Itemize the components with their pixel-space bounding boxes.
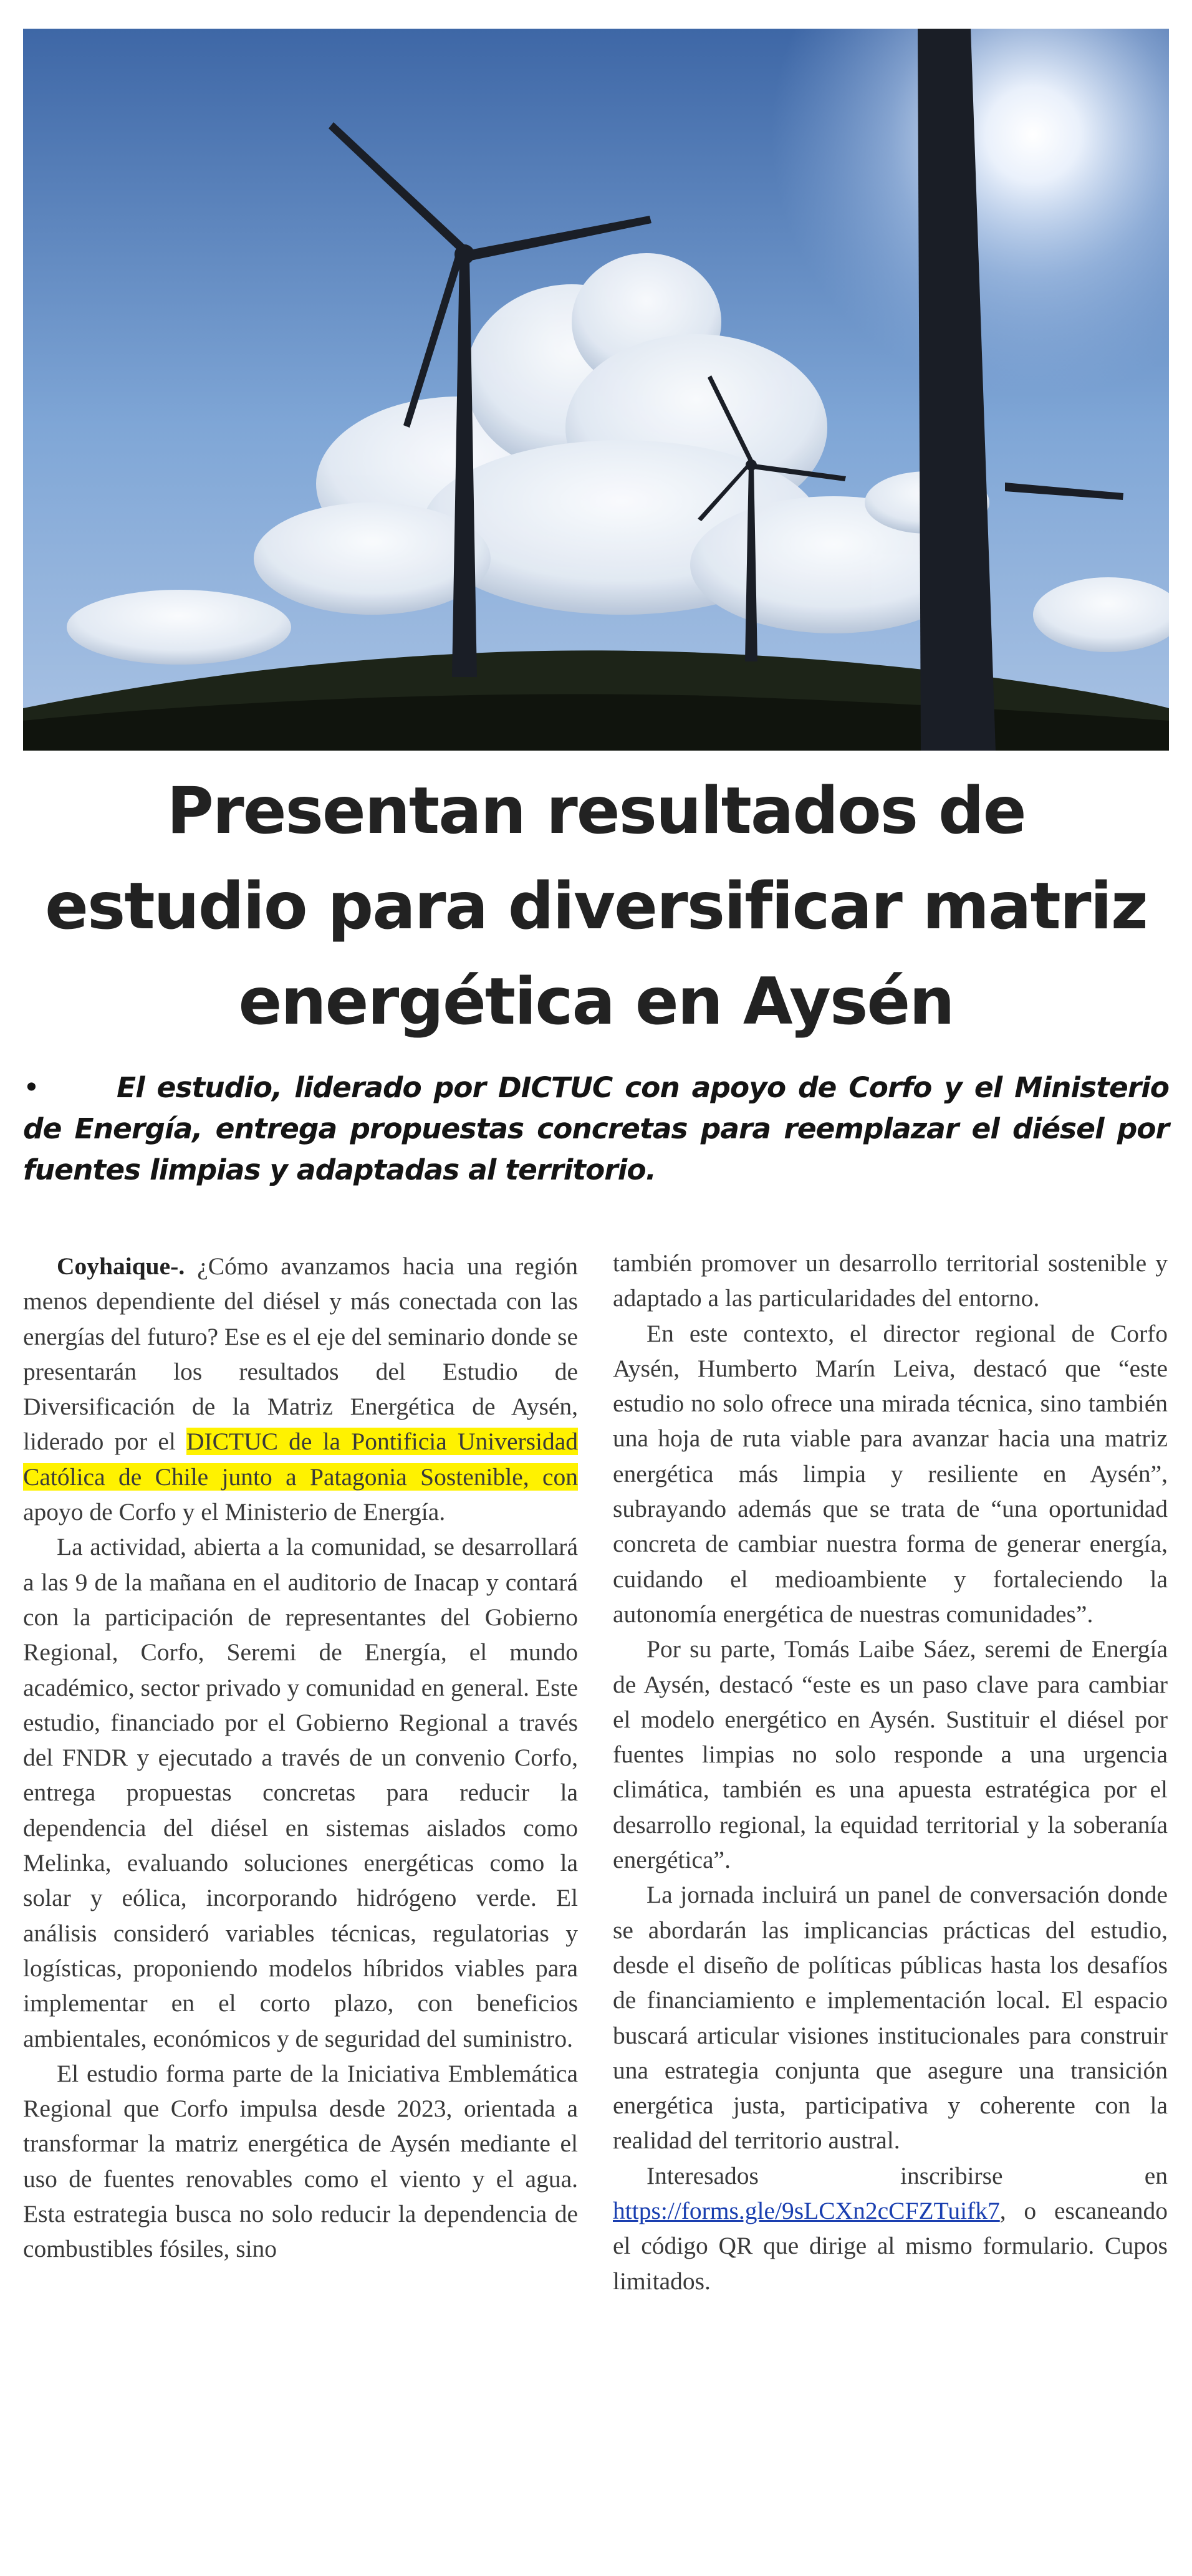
highlighted-text: DICTUC de la Pontificia Universidad Católica de Chile junto a Patagonia Sostenible, con: [23, 1428, 579, 1491]
paragraph: En este contexto, el director regional de Corfo Aysén, Humberto Marín Leiva, destacó que “este estudio no solo ofrece una mirada técnica, sino también una hoja de ruta viable para avanzar hacia una matriz energética más limpia y resiliente en Aysén”, subrayando además que se trata de “una oportunidad concreta de cambiar nuestra forma de generar energía, cuidando el medioambiente y fortaleciendo la autonomía energética de nuestras comunidades”.: [613, 1319, 1168, 1628]
paragraph: La jornada incluirá un panel de conversación donde se abordarán las implicancias prácticas del estudio, desde el diseño de políticas públicas hasta los desafíos de financiamiento e implementación local. El espacio buscará articular visiones institucionales para construir una estrategia conjunta que asegure una transición energética justa, participativa y coherente con la realidad del territorio austral.: [613, 1881, 1168, 2155]
paragraph-text: ¿Cómo avanzamos hacia una región menos dependiente del diésel y más conectada con las energías del futuro? Ese es el eje del seminario donde se presentarán los resultados del Estudio de Diversificación de la Matriz Energética de Aysén, liderado por el: [23, 1252, 578, 1456]
headline-line: estudio para diversificar matriz: [45, 869, 1147, 944]
wind-turbines-photo: [23, 29, 1169, 751]
bullet-icon: •: [23, 1071, 39, 1104]
dateline: Coyhaique-.: [57, 1252, 185, 1280]
lead-text: El estudio, liderado por DICTUC con apoyo de Corfo y el Ministerio de Energía, entrega propuestas concretas para reemplazar el diésel por fuentes limpias y adaptadas al territorio.: [23, 1071, 1169, 1186]
paragraph: La actividad, abierta a la comunidad, se desarrollará a las 9 de la mañana en el auditorio de Inacap y contará con la participación de representantes del Gobierno Regional, Corfo, Seremi de Energía, el mundo académico, sector privado y comunidad en general. Este estudio, financiado por el Gobierno Regional a través del FNDR y ejecutado a través de un convenio Corfo, entrega propuestas concretas para reducir la dependencia del diésel en sistemas aislados como Melinka, evaluando soluciones energéticas como la solar y eólica, incorporando hidrógeno verde. El análisis consideró variables técnicas, regulatorias y logísticas, proponiendo modelos híbridos viables para implementar en el corto plazo, con beneficios ambientales, económicos y de seguridad del suministro.: [23, 1533, 578, 2052]
lead-summary: [23, 1067, 1169, 1191]
paragraph-text: , o escaneando el código QR que dirige al mismo formulario. Cupos limitados.: [613, 2197, 1168, 2295]
paragraph-text: apoyo de Corfo y el Ministerio de Energía.: [23, 1498, 446, 1526]
paragraph-text: Interesados inscribirse en: [646, 2161, 1168, 2189]
paragraph: Por su parte, Tomás Laibe Sáez, seremi de Energía de Aysén, destacó “este es un paso clave para cambiar el modelo energético en Aysén. Sustituir el diésel por fuentes limpias no solo responde a una urgencia climática, también es una apuesta estratégica por el desarrollo regional, la equidad territorial y la soberanía energética”.: [613, 1635, 1168, 1874]
registration-form-link[interactable]: https://forms.gle/9sLCXn2cCFZTuifk7: [613, 2197, 1000, 2225]
headline: [23, 764, 1169, 1050]
headline-line: Presentan resultados de: [166, 774, 1026, 848]
headline-line: energética en Aysén: [238, 964, 954, 1039]
paragraph: [613, 2158, 1168, 2299]
paragraph: [23, 1249, 578, 1529]
article-column-left: [23, 1249, 578, 2267]
paragraph-continued: también promover un desarrollo territorial sostenible y adaptado a las particularidades del entorno.: [613, 1249, 1168, 1312]
paragraph: El estudio forma parte de la Iniciativa Emblemática Regional que Corfo impulsa desde 2023, orientada a transformar la matriz energética de Aysén mediante el uso de fuentes renovables como el viento y el agua. Esta estrategia busca no solo reducir la dependencia de combustibles fósiles, sino: [23, 2059, 578, 2263]
article-column-right: [613, 1246, 1168, 2299]
